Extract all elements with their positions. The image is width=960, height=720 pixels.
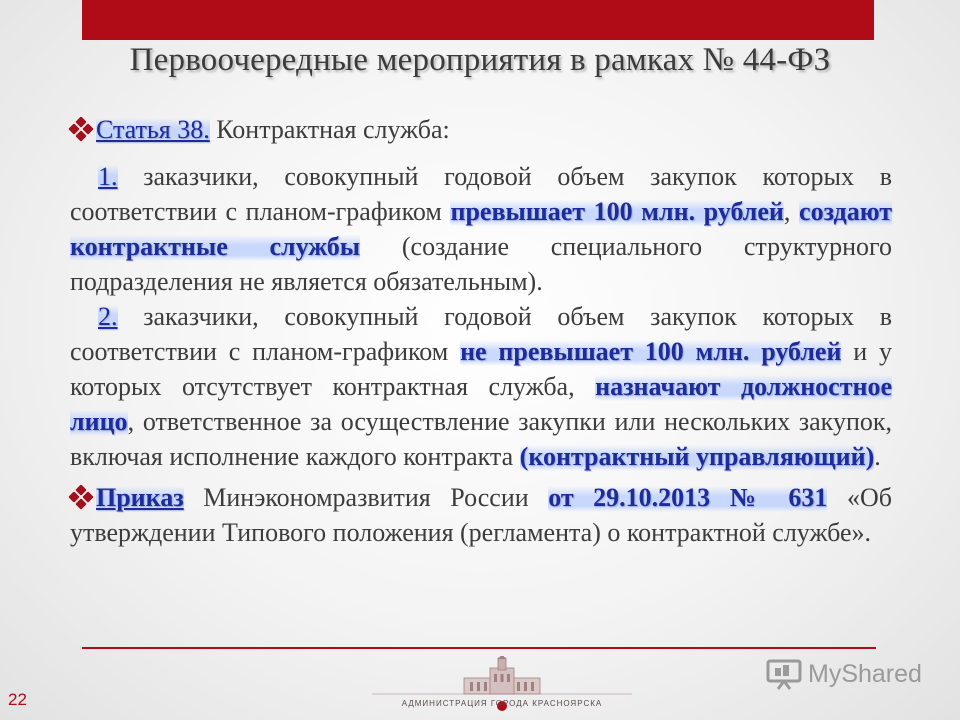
order-date-number: от 29.10.2013 № 631 bbox=[548, 483, 828, 512]
top-accent-bar bbox=[82, 0, 874, 40]
order-link[interactable]: Приказ bbox=[96, 483, 184, 512]
slide-content bbox=[70, 112, 892, 550]
diamond-bullet-icon bbox=[70, 486, 92, 508]
item-1-text-a: заказчики, совокупный годовой объем закупок которых в соответствии с планом-графиком bbox=[70, 162, 892, 226]
item-2-highlight-appoint-official: назначают должностное лицо bbox=[70, 372, 893, 436]
item-1-paragraph bbox=[70, 159, 892, 299]
watermark-text: MyShared bbox=[808, 659, 922, 688]
article-38-text: Контрактная служба: bbox=[209, 115, 450, 144]
article-38-link[interactable]: Статья 38. bbox=[96, 115, 210, 144]
myshared-watermark bbox=[766, 656, 922, 692]
item-2-number: 2. bbox=[98, 302, 118, 331]
bottom-divider bbox=[82, 647, 876, 649]
item-1-text-b: , bbox=[783, 197, 800, 226]
diamond-bullet-icon bbox=[70, 118, 92, 140]
item-2-text-b: и у которых отсутствует контрактная служба, bbox=[70, 337, 892, 401]
bullet-article-38 bbox=[70, 112, 892, 147]
item-2-highlight-not-exceeds: не превышает 100 млн. рублей bbox=[460, 337, 842, 366]
order-text-a: Минэкономразвития России bbox=[183, 483, 549, 512]
item-1-highlight-exceeds: превышает 100 млн. рублей bbox=[450, 197, 784, 226]
page-number: 22 bbox=[8, 690, 27, 709]
presentation-board-icon bbox=[766, 658, 802, 690]
item-2-text-d: . bbox=[874, 442, 881, 471]
item-2-paragraph bbox=[70, 299, 892, 474]
bullet-order bbox=[70, 480, 892, 550]
item-1-text-c: (создание специального структурного подразделения не является обязательным). bbox=[70, 232, 892, 296]
item-1-highlight-create-services: создают контрактные службы bbox=[70, 197, 892, 261]
slide-title: Первоочередные мероприятия в рамках № 44-ФЗ bbox=[129, 42, 831, 78]
item-2-text-a: заказчики, совокупный годовой объем закупок которых в соответствии с планом-графиком bbox=[70, 302, 892, 366]
administration-caption: АДМИНИСТРАЦИЯ ГОРОДА КРАСНОЯРСКА bbox=[401, 699, 603, 708]
item-2-highlight-contract-manager: (контрактный управляющий) bbox=[519, 442, 875, 471]
order-text-b: «Об утверждении Типового положения (регламента) о контрактной службе». bbox=[70, 483, 892, 547]
item-2-text-c: , ответственное за осуществление закупки или нескольких закупок, включая исполнение каждого контракта bbox=[70, 407, 892, 471]
item-1-number: 1. bbox=[98, 162, 118, 191]
